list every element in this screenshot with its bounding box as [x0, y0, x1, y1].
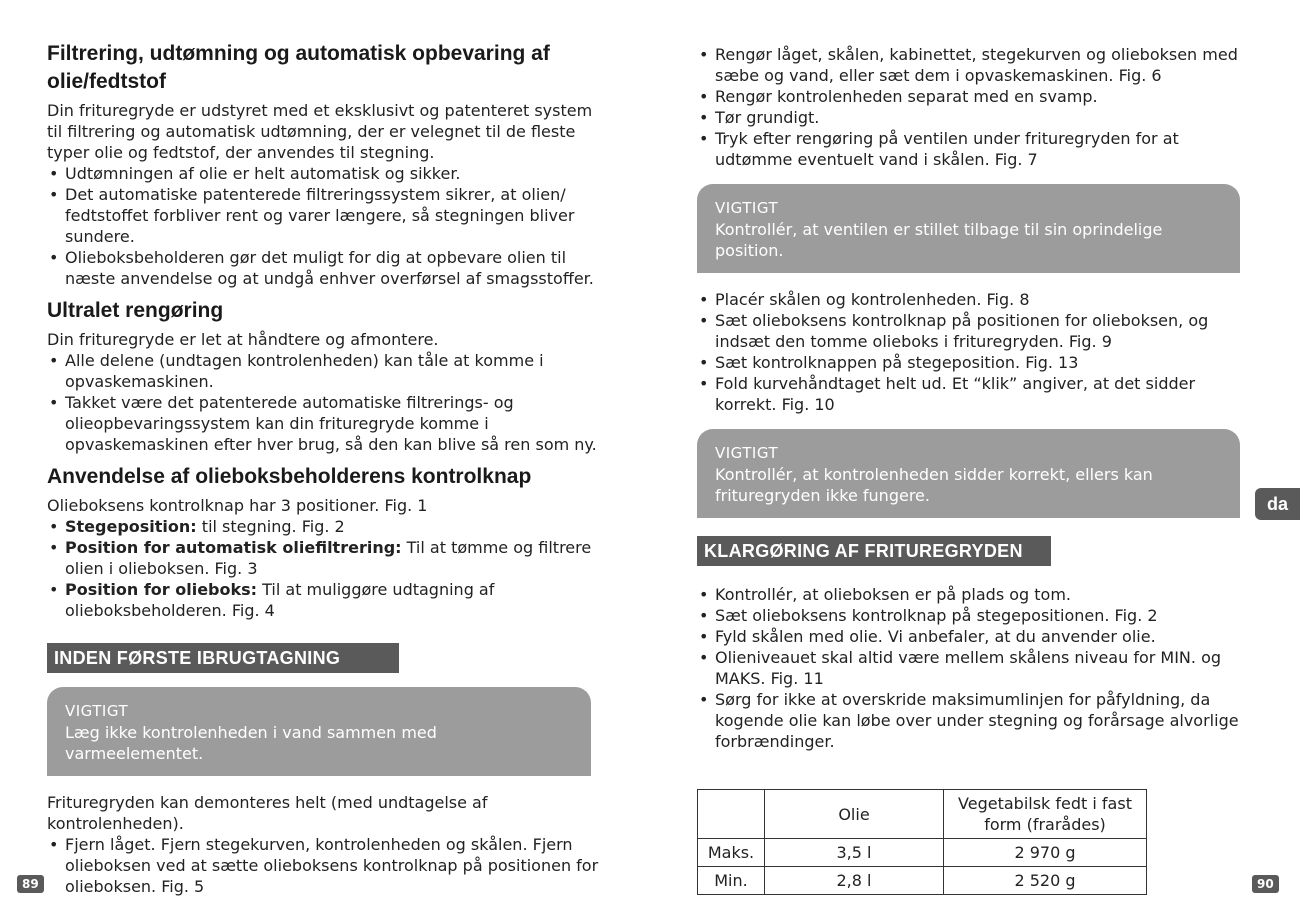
list-item: • Fyld skålen med olie. Vi anbefaler, at du anvender olie.	[697, 626, 1257, 647]
section-title-control-knob: Anvendelse af olieboksbeholderens kontrolknap	[47, 465, 532, 488]
list-item: • Rengør kontrolenheden separat med en svamp.	[697, 86, 1257, 107]
table-row	[698, 867, 1147, 895]
left-page	[47, 40, 607, 897]
bullet-list-preparation	[697, 584, 1257, 752]
list-item: • Kontrollér, at olieboksen er på plads og tom.	[697, 584, 1257, 605]
list-item: • Udtømningen af olie er helt automatisk og sikker.	[47, 163, 607, 184]
list-item: • Alle delene (undtagen kontrolenheden) kan tåle at komme i opvaskemaskinen.	[47, 350, 607, 392]
table-header-cell	[698, 790, 765, 839]
bullet-list-filtering	[47, 163, 607, 289]
right-page	[697, 44, 1257, 895]
table-header-cell: Olie	[765, 790, 944, 839]
position-label: Stegeposition:	[65, 517, 197, 536]
list-item: • Takket være det patenterede automatiske filtrerings- og olieopbevaringssystem kan din frituregryde komme i opvaskemaskinen efter hver brug, så den kan blive så ren som ny.	[47, 392, 607, 455]
table-cell: Maks.	[698, 839, 765, 867]
list-item: • Sæt olieboksens kontrolknap på stegepositionen. Fig. 2	[697, 605, 1257, 626]
list-item: • Fjern låget. Fjern stegekurven, kontrolenheden og skålen. Fjern olieboksen ved at sætte olieboksens kontrolknap på positionen for olieboksen. Fig. 5	[47, 834, 607, 897]
list-item: • Sæt kontrolknappen på stegeposition. Fig. 13	[697, 352, 1257, 373]
position-label: Position for automatisk oliefiltrering:	[65, 538, 402, 557]
section-intro-control-knob: Olieboksens kontrolknap har 3 positioner. Fig. 1	[47, 496, 428, 515]
list-item: • Fold kurvehåndtaget helt ud. Et “klik” angiver, at det sidder korrekt. Fig. 10	[697, 373, 1257, 415]
page-number-left: 89	[17, 875, 44, 893]
table-cell: 2 970 g	[944, 839, 1147, 867]
note-title: VIGTIGT	[65, 702, 129, 720]
important-note	[697, 429, 1240, 518]
bullet-list-cleaning	[47, 350, 607, 455]
table-cell: Min.	[698, 867, 765, 895]
list-item: • Tør grundigt.	[697, 107, 1257, 128]
list-item	[47, 579, 607, 621]
section-title-cleaning: Ultralet rengøring	[47, 299, 224, 322]
list-item	[47, 537, 607, 579]
position-desc: til stegning. Fig. 2	[196, 517, 345, 536]
bullet-list-assembly	[697, 289, 1257, 415]
disassembly-text: Frituregryden kan demonteres helt (med undtagelse af kontrolenheden).	[47, 793, 488, 833]
bullet-list-disassembly	[47, 834, 607, 897]
list-item: • Sæt olieboksens kontrolknap på positionen for olieboksen, og indsæt den tomme olieboks i frituregryden. Fig. 9	[697, 310, 1257, 352]
important-note	[697, 184, 1240, 273]
important-note	[47, 687, 591, 776]
list-item: • Placér skålen og kontrolenheden. Fig. 8	[697, 289, 1257, 310]
bullet-list-washing	[697, 44, 1257, 170]
table-cell: 2,8 l	[765, 867, 944, 895]
bullet-list-control-knob	[47, 516, 607, 621]
note-body: Læg ikke kontrolenheden i vand sammen med varmeelementet.	[65, 723, 437, 763]
position-label: Position for olieboks:	[65, 580, 258, 599]
section-title-filtering: Filtrering, udtømning og automatisk opbevaring af olie/fedtstof	[47, 42, 550, 93]
list-item: • Olieniveauet skal altid være mellem skålens niveau for MIN. og MAKS. Fig. 11	[697, 647, 1257, 689]
list-item: • Det automatiske patenterede filtreringssystem sikrer, at olien/ fedtstoffet forbliver rent og varer længere, så stegningen bliver sundere.	[47, 184, 607, 247]
oil-capacity-table	[697, 789, 1147, 895]
table-cell: 2 520 g	[944, 867, 1147, 895]
list-item	[47, 516, 607, 537]
note-title: VIGTIGT	[715, 199, 779, 217]
page-number-right: 90	[1252, 875, 1279, 893]
position-desc: Til at tømme og filtrere olien i olieboksen. Fig. 3	[65, 538, 592, 578]
section-banner-preparation: KLARGØRING AF FRITUREGRYDEN	[697, 536, 1051, 566]
note-body: Kontrollér, at kontrolenheden sidder korrekt, ellers kan frituregryden ikke fungere.	[715, 465, 1153, 505]
table-header-cell: Vegetabilsk fedt i fast form (frarådes)	[944, 790, 1147, 839]
table-row	[698, 839, 1147, 867]
section-banner-first-use: INDEN FØRSTE IBRUGTAGNING	[47, 643, 399, 673]
section-intro-cleaning: Din frituregryde er let at håndtere og afmontere.	[47, 330, 439, 349]
table-header-row	[698, 790, 1147, 839]
note-body: Kontrollér, at ventilen er stillet tilbage til sin oprindelige position.	[715, 220, 1163, 260]
section-intro-filtering: Din frituregryde er udstyret med et eksklusivt og patenteret system til filtrering og automatisk udtømning, der er velegnet til de fleste typer olie og fedtstof, der anvendes til stegning.	[47, 101, 593, 162]
language-tab: da	[1255, 488, 1300, 520]
list-item: • Tryk efter rengøring på ventilen under frituregryden for at udtømme eventuelt vand i skålen. Fig. 7	[697, 128, 1257, 170]
note-title: VIGTIGT	[715, 444, 779, 462]
list-item: • Olieboksbeholderen gør det muligt for dig at opbevare olien til næste anvendelse og at undgå enhver overførsel af smagsstoffer.	[47, 247, 607, 289]
list-item: • Sørg for ikke at overskride maksimumlinjen for påfyldning, da kogende olie kan løbe over under stegning og forårsage alvorlige forbrændinger.	[697, 689, 1257, 752]
table-cell: 3,5 l	[765, 839, 944, 867]
list-item: • Rengør låget, skålen, kabinettet, stegekurven og olieboksen med sæbe og vand, eller sæt dem i opvaskemaskinen. Fig. 6	[697, 44, 1257, 86]
position-desc: Til at muliggøre udtagning af olieboksbeholderen. Fig. 4	[65, 580, 495, 620]
